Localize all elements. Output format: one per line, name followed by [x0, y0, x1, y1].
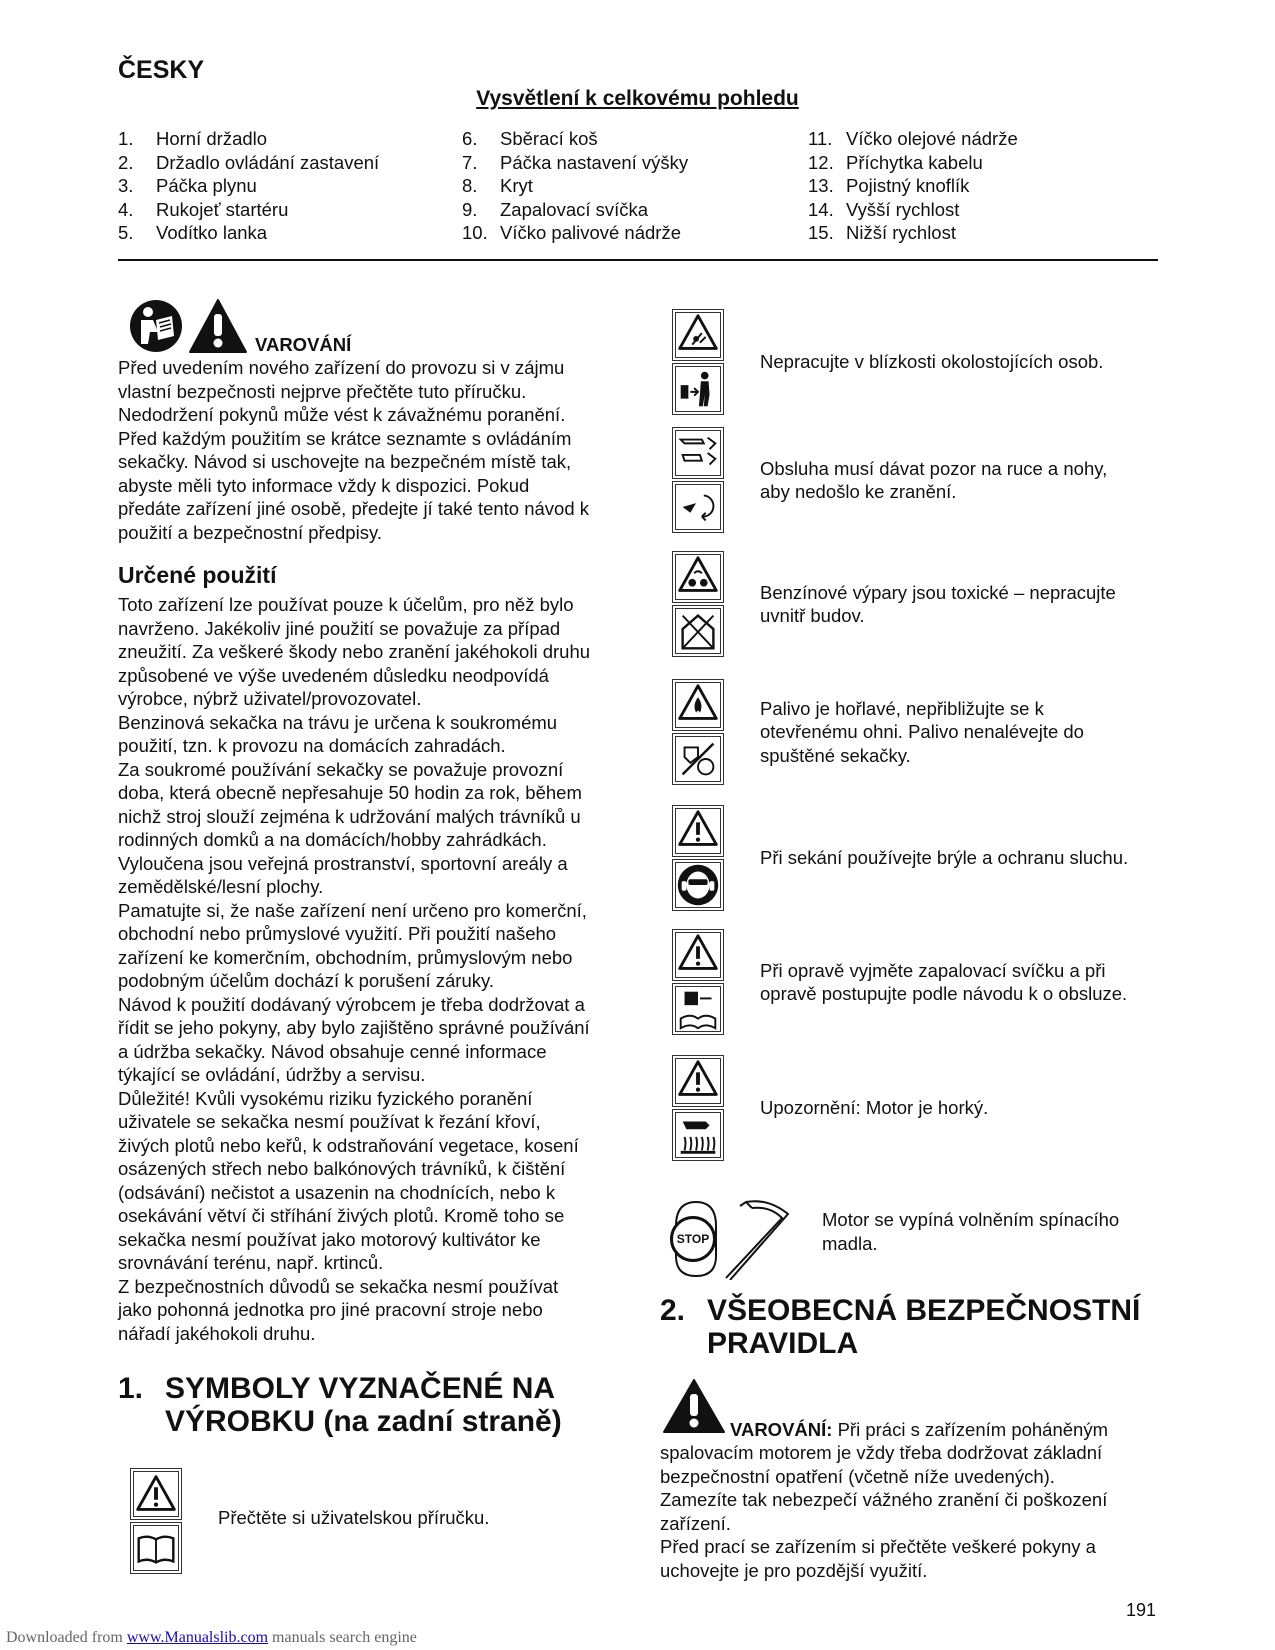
rotating-blade-icon — [672, 481, 724, 533]
symbol-text: Při opravě vyjměte zapalovací svíčku a při opravě postupujte podle návodu k o obsluze. — [760, 959, 1128, 1004]
legend-item: 9. Zapalovací svíčka — [462, 198, 649, 220]
legend-item: 12. Příchytka kabelu — [808, 151, 983, 173]
symbol-text: Benzínové výpary jsou toxické – nepracujte uvnitř budov. — [760, 581, 1116, 626]
legend-item: 10. Víčko palivové nádrže — [462, 222, 681, 243]
eye-ear-protection-icon — [672, 859, 724, 911]
symbol-icons — [672, 427, 724, 533]
legend-item: 4. Rukojeť startéru — [118, 198, 289, 220]
language-heading: ČESKY — [118, 56, 205, 84]
stop-symbol-text: Motor se vypíná volněním spínacího madla. — [822, 1209, 1120, 1254]
legend-item: 8. Kryt — [462, 175, 533, 196]
section2-text: spalovacím motorem je vždy třeba dodržovat základní bezpečnostní opatření (včetně níže uvedených). Zamezíte tak nebezpečí vážného zranění či poškození zařízení. Před prací se zařízením si přečtěte veškeré pokyny a uchovejte je pro pozdější využití. — [660, 1442, 1108, 1581]
symbol-icons — [672, 805, 724, 911]
warning-thrown-objects-icon — [672, 309, 724, 361]
toxic-fumes-icon — [672, 551, 724, 603]
hot-surface-icon — [672, 1109, 724, 1161]
symbol-icons — [672, 1055, 724, 1161]
warning-triangle-icon — [188, 298, 248, 354]
header-divider — [118, 259, 1158, 261]
symbol-text: Obsluha musí dávat pozor na ruce a nohy, aby nedošlo ke zranění. — [760, 457, 1108, 502]
bystander-distance-icon — [672, 363, 724, 415]
warning-intro-text: Před uvedením nového zařízení do provozu si v zájmu vlastní bezpečnosti nejprve přečtěte tuto příručku. Nedodržení pokynů může vést k závažnému poranění. Před každým použitím se krátce seznamte s ovládáním sekačky. Návod si uschovejte na bezpečném místě tak, abyste měli tyto informace vždy k dispozici. Pokud předáte zařízení jiné osobě, předejte jí také tento návod k použití a bezpečnostní předpisy. — [118, 357, 590, 543]
symbol-text: Nepracujte v blízkosti okolostojících osob. — [760, 351, 1104, 373]
warning-triangle-icon — [672, 929, 724, 981]
section2-heading: 2. VŠEOBECNÁ BEZPEČNOSTNÍ PRAVIDLA — [660, 1294, 1141, 1360]
symbol-icons — [672, 551, 724, 657]
warning-triangle-icon — [662, 1378, 726, 1434]
read-manual-icon — [128, 298, 184, 354]
intended-use-heading: Určené použití — [118, 562, 277, 588]
intended-use-text: Toto zařízení lze používat pouze k účelům, pro něž bylo navrženo. Jakékoliv jiné použití se považuje za případ zneužití. Za veškeré škody nebo zranění jakéhokoli druhu způsobené ve výše uvedeném důsledku neodpovídá výrobce, nýbrž uživatel/provozovatel. Benzinová sekačka na trávu je určena k soukromému použití, tzn. k provozu na domácích zahradách. Za soukromé používání sekačky se považuje provozní doba, která obecně nepřesahuje 50 hodin za rok, během nichž stroj slouží zejména k udržování malých trávníků u rodinných domků a na domácích/hobby zahrádkách. Vyloučena jsou veřejná prostranství, sportovní areály a zemědělské/lesní plochy. Pamatujte si, že naše zařízení není určeno pro komerční, obchodní nebo průmyslové využití. Při použití našeho zařízení ke komerčním, obchodním, průmyslovým nebo podobným účelům dochází k porušení záruky. Návod k použití dodávaný výrobcem je třeba dodržovat a řídit se jeho pokyny, aby bylo zajištěno správné používání a údržba sekačky. Návod obsahuje cenné informace týkající se ovládání, údržby a servisu. Důležité! Kvůli vysokému riziku fyzického poranění uživatele se sekačka nesmí používat k řezání křoví, živých plotů nebo keřů, k odstraňování vegetace, kosení osázených střech nebo balkónových trávníků, k čištění (odsávání) nečistot a usazenin na chodnících, nebo k osekávání větví či stříhání živých plotů. Kromě toho se sekačka nesmí používat jako motorový kultivátor ke srovnávání terénu, např. krtinců. Z bezpečnostních důvodů se sekačka nesmí používat jako pohonná jednotka pro jiné pracovní stroje nebo nářadí jakéhokoli druhu. — [118, 594, 591, 1344]
section2-warning-first-line: VAROVÁNÍ: Při práci s zařízením poháněným — [730, 1419, 1108, 1440]
read-manual-text: Přečtěte si uživatelskou příručku. — [218, 1507, 490, 1528]
legend-item: 1. Horní držadlo — [118, 128, 268, 149]
legend-item: 6. Sběrací koš — [462, 128, 598, 149]
legend-item: 15. Nižší rychlost — [808, 222, 956, 243]
symbol-icons — [672, 679, 724, 785]
download-footer: Downloaded from www.Manualslib.com manuals search engine — [6, 1629, 417, 1646]
legend-item: 3. Páčka plynu — [118, 175, 257, 196]
read-manual-symbol — [130, 1468, 182, 1574]
legend-item: 13. Pojistný knoflík — [808, 175, 970, 196]
symbol-icons — [672, 309, 724, 415]
legend-item: 2. Držadlo ovládání zastavení — [118, 151, 380, 173]
flammable-warning-icon — [672, 679, 724, 731]
symbol-text: Při sekání používejte brýle a ochranu sluchu. — [760, 847, 1129, 869]
legend-item: 14. Vyšší rychlost — [808, 198, 960, 220]
legend-column-3 — [808, 127, 1018, 245]
section1-heading: 1. SYMBOLY VYZNAČENÉ NA VÝROBKU (na zadní straně) — [118, 1372, 562, 1438]
legend-title: Vysvětlení k celkovému pohledu — [476, 87, 799, 110]
page-number: 191 — [1126, 1600, 1157, 1620]
legend-column-1 — [118, 127, 379, 245]
warning-triangle-icon — [672, 1055, 724, 1107]
warning-triangle-icon — [672, 805, 724, 857]
no-indoor-icon — [672, 605, 724, 657]
symbol-text: Palivo je hořlavé, nepřibližujte se k otevřenému ohni. Palivo nenalévejte do spuštěné sekačky. — [760, 697, 1084, 766]
legend-item: 7. Páčka nastavení výšky — [462, 151, 689, 173]
spark-plug-manual-icon — [672, 983, 724, 1035]
no-refuel-running-icon — [672, 733, 724, 785]
manualslib-link[interactable]: www.Manualslib.com — [126, 1629, 269, 1646]
stop-badge: STOP — [670, 1216, 716, 1262]
legend-item: 5. Vodítko lanka — [118, 222, 268, 243]
manual-book-icon — [130, 1522, 182, 1574]
hand-foot-cut-icon — [672, 427, 724, 479]
legend-item: 11. Víčko olejové nádrže — [808, 128, 1018, 149]
warning-label: VAROVÁNÍ — [255, 334, 352, 355]
symbol-text: Upozornění: Motor je horký. — [760, 1097, 989, 1119]
legend-column-2 — [462, 127, 688, 245]
symbol-icons — [672, 929, 724, 1035]
warning-triangle-icon — [130, 1468, 182, 1520]
